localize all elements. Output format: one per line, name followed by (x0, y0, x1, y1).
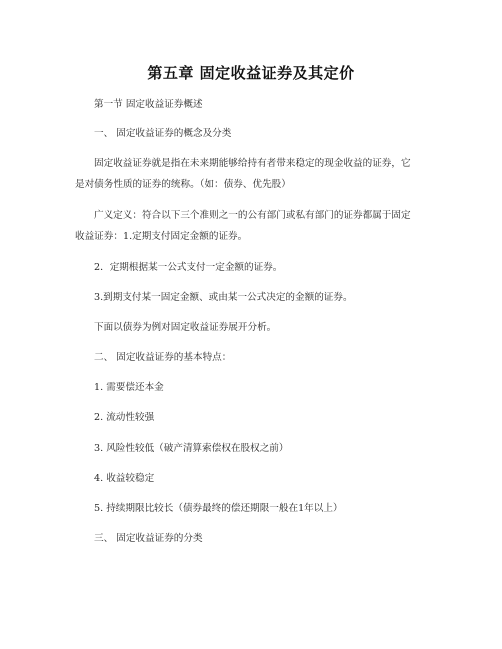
subsection-heading: 二、 固定收益证券的基本特点： (94, 352, 232, 363)
paragraph-line: 固定收益证券就是指在未来期能够给持有者带来稳定的现金收益的证券，它 (94, 158, 411, 169)
section-heading: 第一节 固定收益证券概述 (94, 99, 203, 110)
list-item: 5. 持续期限比较长（债券最终的偿还期限一般在1年以上） (94, 503, 343, 514)
list-item: 2. 流动性较强 (94, 412, 155, 423)
list-item: 4. 收益较稳定 (94, 473, 155, 484)
subsection-heading: 三、 固定收益证券的分类 (94, 533, 203, 544)
list-item: 3. 风险性较低（破产清算索偿权在股权之前） (94, 443, 289, 454)
paragraph-line: 收益证券：1.定期支付固定金额的证券。 (75, 231, 248, 242)
list-item: 1. 需要偿还本金 (94, 382, 164, 393)
paragraph-line: 下面以债券为例对固定收益证券展开分析。 (94, 322, 277, 333)
paragraph-line: 2．定期根据某一公式支付一定金额的证券。 (94, 262, 283, 273)
paragraph-line: 是对债务性质的证券的统称。（如：债券、优先股） (75, 179, 291, 190)
subsection-heading: 一、 固定收益证券的概念及分类 (94, 128, 232, 139)
page-title: 第五章 固定收益证券及其定价 (147, 64, 355, 82)
paragraph-line: 3.到期支付某一固定金额、或由某一公式决定的金额的证券。 (94, 292, 353, 303)
paragraph-line: 广义定义：符合以下三个准则之一的公有部门或私有部门的证券都属于固定 (94, 210, 411, 221)
